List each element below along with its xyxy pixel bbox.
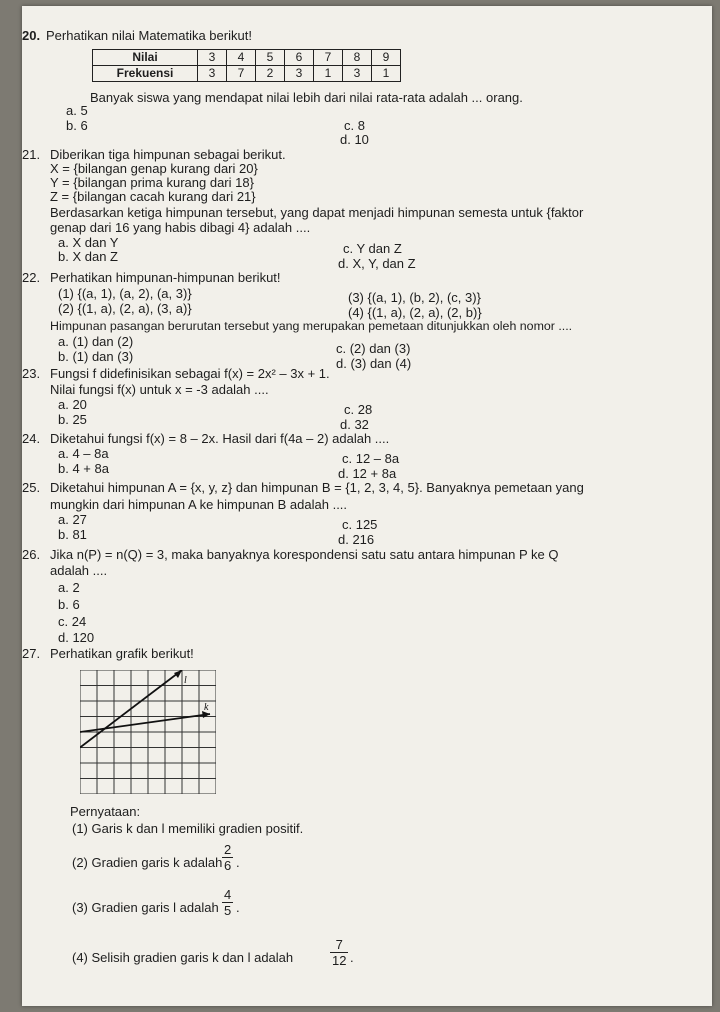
table-cell: 8 [343,50,372,66]
q21-option-d: d. X, Y, dan Z [338,256,416,271]
period: . [236,855,240,870]
q20-question: Banyak siswa yang mendapat nilai lebih dari nilai rata-rata adalah ... orang. [90,90,523,105]
table-cell: 1 [372,66,401,82]
q21-option-b: b. X dan Z [58,249,118,264]
q23-line-1: Fungsi f didefinisikan sebagai f(x) = 2x² – 3x + 1. [50,366,330,381]
q25-option-d: d. 216 [338,532,375,547]
table-cell: 5 [256,50,285,66]
fraction-denominator: 5 [224,903,232,918]
q25-line-2: mungkin dari himpunan A ke himpunan B adalah .... [50,497,348,512]
table-header-frekuensi: Frekuensi [93,66,198,82]
q21-line: X = {bilangan genap kurang dari 20} [50,161,258,176]
table-cell: 3 [343,66,372,82]
table-cell: 2 [256,66,285,82]
q20-frequency-table [92,49,401,82]
q20-option-a: a. 5 [66,103,88,118]
table-cell: 7 [314,50,343,66]
q20-option-c: c. 8 [344,118,365,133]
fraction-denominator: 12 [332,953,347,968]
table-cell: 7 [227,66,256,82]
q26-option-c: c. 24 [58,614,87,629]
q25-line-1: Diketahui himpunan A = {x, y, z} dan himpunan B = {1, 2, 3, 4, 5}. Banyaknya pemetaan yang [50,480,584,495]
q27-graph-svg [80,670,216,794]
q27-number: 27. [22,646,41,661]
q23-option-a: a. 20 [58,397,87,412]
table-cell: 3 [285,66,314,82]
q22-option-a: a. (1) dan (2) [58,334,134,349]
q27-prompt: Perhatikan grafik berikut! [50,646,194,661]
q22-prompt: Perhatikan himpunan-himpunan berikut! [50,270,281,285]
q22-option-b: b. (1) dan (3) [58,349,134,364]
q24-line-1: Diketahui fungsi f(x) = 8 – 2x. Hasil dari f(4a – 2) adalah .... [50,431,390,446]
table-row [93,66,401,82]
line-l-arrow [174,670,182,678]
fraction-numerator: 2 [224,842,232,857]
q27-statement-header: Pernyataan: [70,804,141,819]
table-cell: 6 [285,50,314,66]
q26-option-b: b. 6 [58,597,80,612]
fraction-numerator: 7 [330,937,348,953]
q24-option-a: a. 4 – 8a [58,446,109,461]
table-cell: 1 [314,66,343,82]
q21-line: Berdasarkan ketiga himpunan tersebut, yang dapat menjadi himpunan semesta untuk {faktor [50,205,584,220]
q22-question: Himpunan pasangan berurutan tersebut yang merupakan pemetaan ditunjukkan oleh nomor .... [50,319,573,333]
q25-option-b: b. 81 [58,527,87,542]
q21-line: Z = {bilangan cacah kurang dari 21} [50,189,256,204]
q21-option-c: c. Y dan Z [343,241,402,256]
q23-option-c: c. 28 [344,402,373,417]
q23-number: 23. [22,366,41,381]
q27-statement-2: (2) Gradien garis k adalah [72,855,223,870]
table-cell: 4 [227,50,256,66]
q22-option-d: d. (3) dan (4) [336,356,412,371]
q22-number: 22. [22,270,41,285]
q24-option-d: d. 12 + 8a [338,466,397,481]
q26-number: 26. [22,547,41,562]
q27-statement-1: (1) Garis k dan l memiliki gradien positif. [72,821,304,836]
q22-option-c: c. (2) dan (3) [336,341,411,356]
q22-set-3: (3) {(a, 1), (b, 2), (c, 3)} [348,290,481,305]
line-l-label: l [184,675,187,686]
q26-line-1: Jika n(P) = n(Q) = 3, maka banyaknya korespondensi satu satu antara himpunan P ke Q [50,547,559,562]
q27-statement-4: (4) Selisih gradien garis k dan l adalah [72,950,294,965]
fraction-denominator: 6 [224,858,232,873]
q23-option-b: b. 25 [58,412,87,427]
worksheet-page [22,6,712,1006]
q25-option-c: c. 125 [342,517,378,532]
q25-option-a: a. 27 [58,512,87,527]
q24-option-b: b. 4 + 8a [58,461,109,476]
q20-number: 20. [22,28,41,43]
q24-number: 24. [22,431,41,446]
q22-set-1: (1) {(a, 1), (a, 2), (a, 3)} [58,286,192,301]
q26-option-d: d. 120 [58,630,95,645]
table-cell: 3 [198,66,227,82]
q27-statement-3: (3) Gradien garis l adalah [72,900,219,915]
table-cell: 3 [198,50,227,66]
q20-prompt: Perhatikan nilai Matematika berikut! [46,28,252,43]
q27-s2-fraction [222,842,233,873]
q22-set-4: (4) {(1, a), (2, a), (2, b)} [348,305,482,320]
q27-s4-fraction [330,937,348,968]
q25-number: 25. [22,480,41,495]
q21-number: 21. [22,147,41,162]
period: . [236,900,240,915]
line-k-label: k [204,702,209,713]
q24-option-c: c. 12 – 8a [342,451,400,466]
fraction-numerator: 4 [224,887,232,902]
q21-line: genap dari 16 yang habis dibagi 4} adalah .... [50,220,311,235]
q21-option-a: a. X dan Y [58,235,119,250]
q23-option-d: d. 32 [340,417,369,432]
table-cell: 9 [372,50,401,66]
q27-s3-fraction [222,887,233,918]
table-row [93,50,401,66]
period: . [350,950,354,965]
q23-line-2: Nilai fungsi f(x) untuk x = -3 adalah .... [50,382,269,397]
q27-graph [80,670,216,797]
q21-line: Y = {bilangan prima kurang dari 18} [50,175,254,190]
table-header-nilai: Nilai [93,50,198,66]
q20-option-b: b. 6 [66,118,88,133]
q21-line: Diberikan tiga himpunan sebagai berikut. [50,147,286,162]
q20-option-d: d. 10 [340,132,369,147]
q26-line-2: adalah .... [50,563,108,578]
q26-option-a: a. 2 [58,580,80,595]
q22-set-2: (2) {(1, a), (2, a), (3, a)} [58,301,192,316]
